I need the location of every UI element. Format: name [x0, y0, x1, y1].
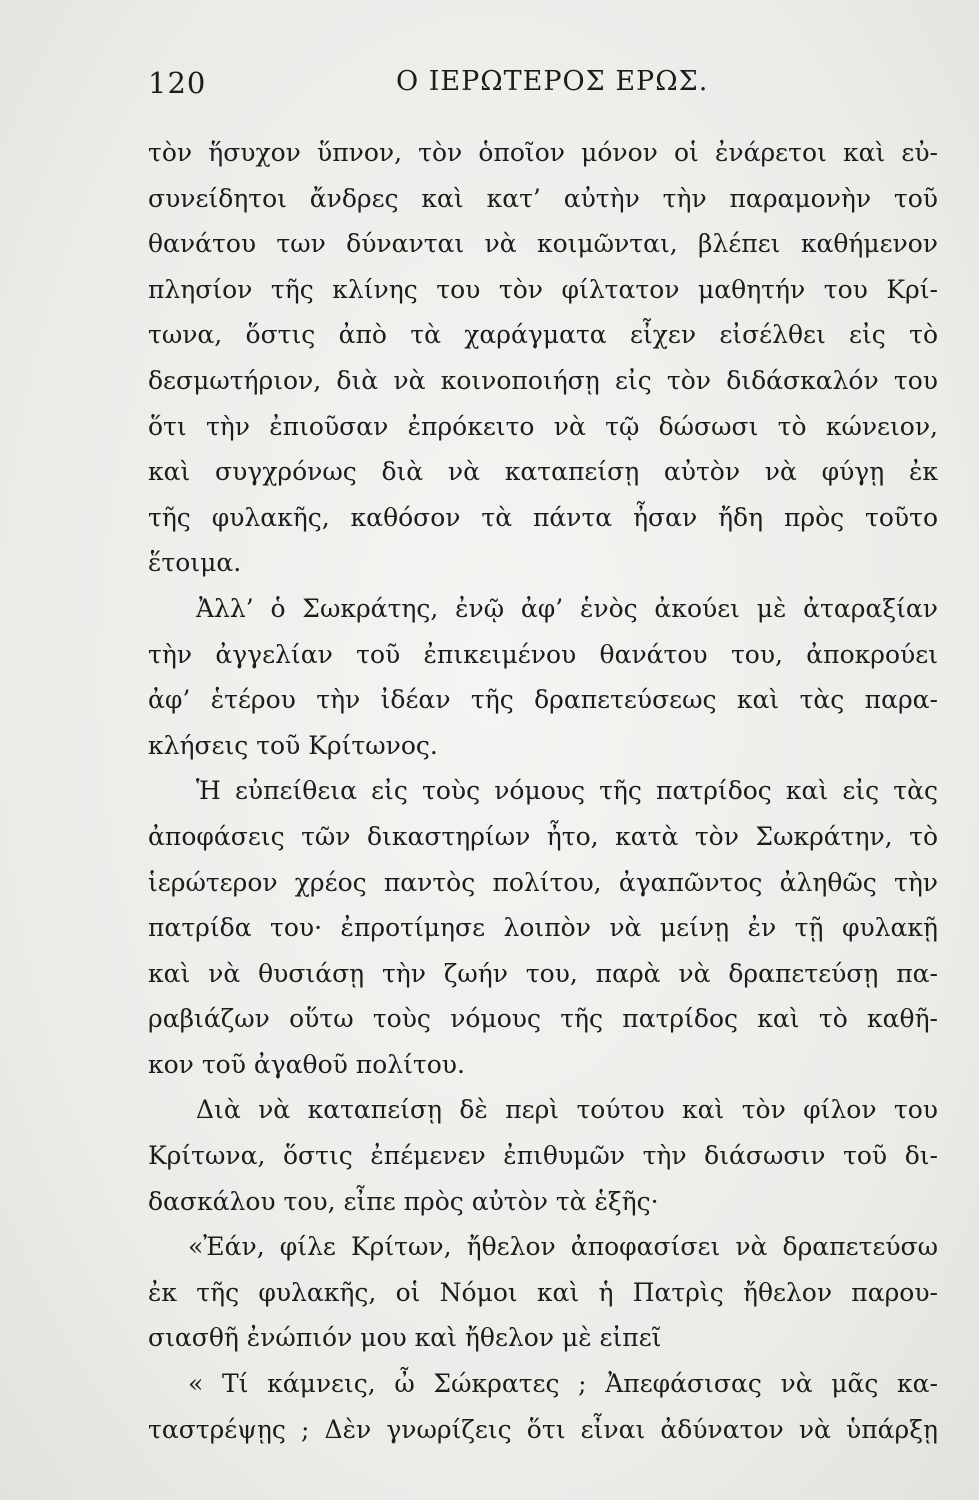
text-line: Κρίτωνα, ὅστις ἐπέμενεν ἐπιθυμῶν τὴν διάσωσιν τοῦ δι- [148, 1141, 938, 1171]
page-header [148, 66, 868, 110]
text-line: « Τί κάμνεις, ὦ Σώκρατες ; Ἀπεφάσισας νὰ μᾶς κα- [188, 1369, 938, 1399]
text-line: δεσμωτήριον, διὰ νὰ κοινοποιήσῃ εἰς τὸν διδάσκαλόν του [148, 365, 938, 395]
text-line: ἱερώτερον χρέος παντὸς πολίτου, ἀγαπῶντος ἀληθῶς τὴν [148, 867, 938, 897]
text-line: τωνα, ὅστις ἀπὸ τὰ χαράγματα εἶχεν εἰσέλθει εἰς τὸ [148, 320, 938, 350]
text-line: σιασθῆ ἐνώπιόν μου καὶ ἤθελον μὲ εἰπεῖ [148, 1323, 662, 1353]
text-line: ἐκ τῆς φυλακῆς, οἱ Νόμοι καὶ ἡ Πατρὶς ἤθελον παρου- [148, 1277, 938, 1307]
text-line: συνείδητοι ἄνδρες καὶ κατ’ αὐτὴν τὴν παραμονὴν τοῦ [148, 183, 938, 213]
text-line: καὶ συγχρόνως διὰ νὰ καταπείσῃ αὐτὸν νὰ φύγῃ ἐκ [148, 457, 938, 487]
text-line: ἀποφάσεις τῶν δικαστηρίων ἦτο, κατὰ τὸν Σωκράτην, τὸ [148, 821, 938, 851]
text-line: τῆς φυλακῆς, καθόσον τὰ πάντα ἦσαν ἤδη πρὸς τοῦτο [148, 502, 938, 532]
text-line: τὸν ἥσυχον ὕπνον, τὸν ὁποῖον μόνον οἱ ἐνάρετοι καὶ εὐ- [148, 138, 938, 167]
text-line: ταστρέψῃς ; Δὲν γνωρίζεις ὅτι εἶναι ἀδύνατον νὰ ὑπάρξῃ [148, 1414, 938, 1444]
text-line: Ἀλλ’ ὁ Σωκράτης, ἐνῷ ἀφ’ ἑνὸς ἀκούει μὲ ἀταραξίαν [196, 593, 938, 623]
text-line: ἀφ’ ἑτέρου τὴν ἰδέαν τῆς δραπετεύσεως καὶ τὰς παρα- [148, 685, 938, 715]
text-line: κον τοῦ ἀγαθοῦ πολίτου. [148, 1049, 465, 1079]
text-line: ραβιάζων οὕτω τοὺς νόμους τῆς πατρίδος καὶ τὸ καθῆ- [148, 1004, 938, 1034]
text-line: ὅτι τὴν ἐπιοῦσαν ἐπρόκειτο νὰ τῷ δώσωσι τὸ κώνειον, [148, 411, 938, 441]
text-line: τὴν ἀγγελίαν τοῦ ἐπικειμένου θανάτου του, ἀποκρούει [148, 639, 938, 669]
page-number: 120 [148, 66, 207, 100]
text-line: καὶ νὰ θυσιάσῃ τὴν ζωήν του, παρὰ νὰ δραπετεύσῃ πα- [148, 958, 938, 988]
running-title: Ο ΙΕΡΩΤΕΡΟΣ ΕΡΩΣ. [396, 66, 709, 97]
text-line: πατρίδα του· ἐπροτίμησε λοιπὸν νὰ μείνῃ ἐν τῇ φυλακῇ [148, 913, 938, 943]
text-line: δασκάλου του, εἶπε πρὸς αὐτὸν τὰ ἑξῆς· [148, 1186, 659, 1216]
text-line: πλησίον τῆς κλίνης του τὸν φίλτατον μαθητήν του Κρί- [148, 274, 938, 304]
text-line: ἕτοιμα. [148, 548, 242, 578]
body-text [148, 130, 938, 1452]
text-line: Ἡ εὐπείθεια εἰς τοὺς νόμους τῆς πατρίδος καὶ εἰς τὰς [196, 776, 938, 806]
text-line: θανάτου των δύνανται νὰ κοιμῶνται, βλέπει καθήμενον [148, 229, 938, 259]
text-line: κλήσεις τοῦ Κρίτωνος. [148, 730, 438, 760]
text-line: Διὰ νὰ καταπείσῃ δὲ περὶ τούτου καὶ τὸν φίλον του [196, 1095, 938, 1125]
text-line: «Ἐάν, φίλε Κρίτων, ἤθελον ἀποφασίσει νὰ δραπετεύσω [188, 1232, 938, 1262]
